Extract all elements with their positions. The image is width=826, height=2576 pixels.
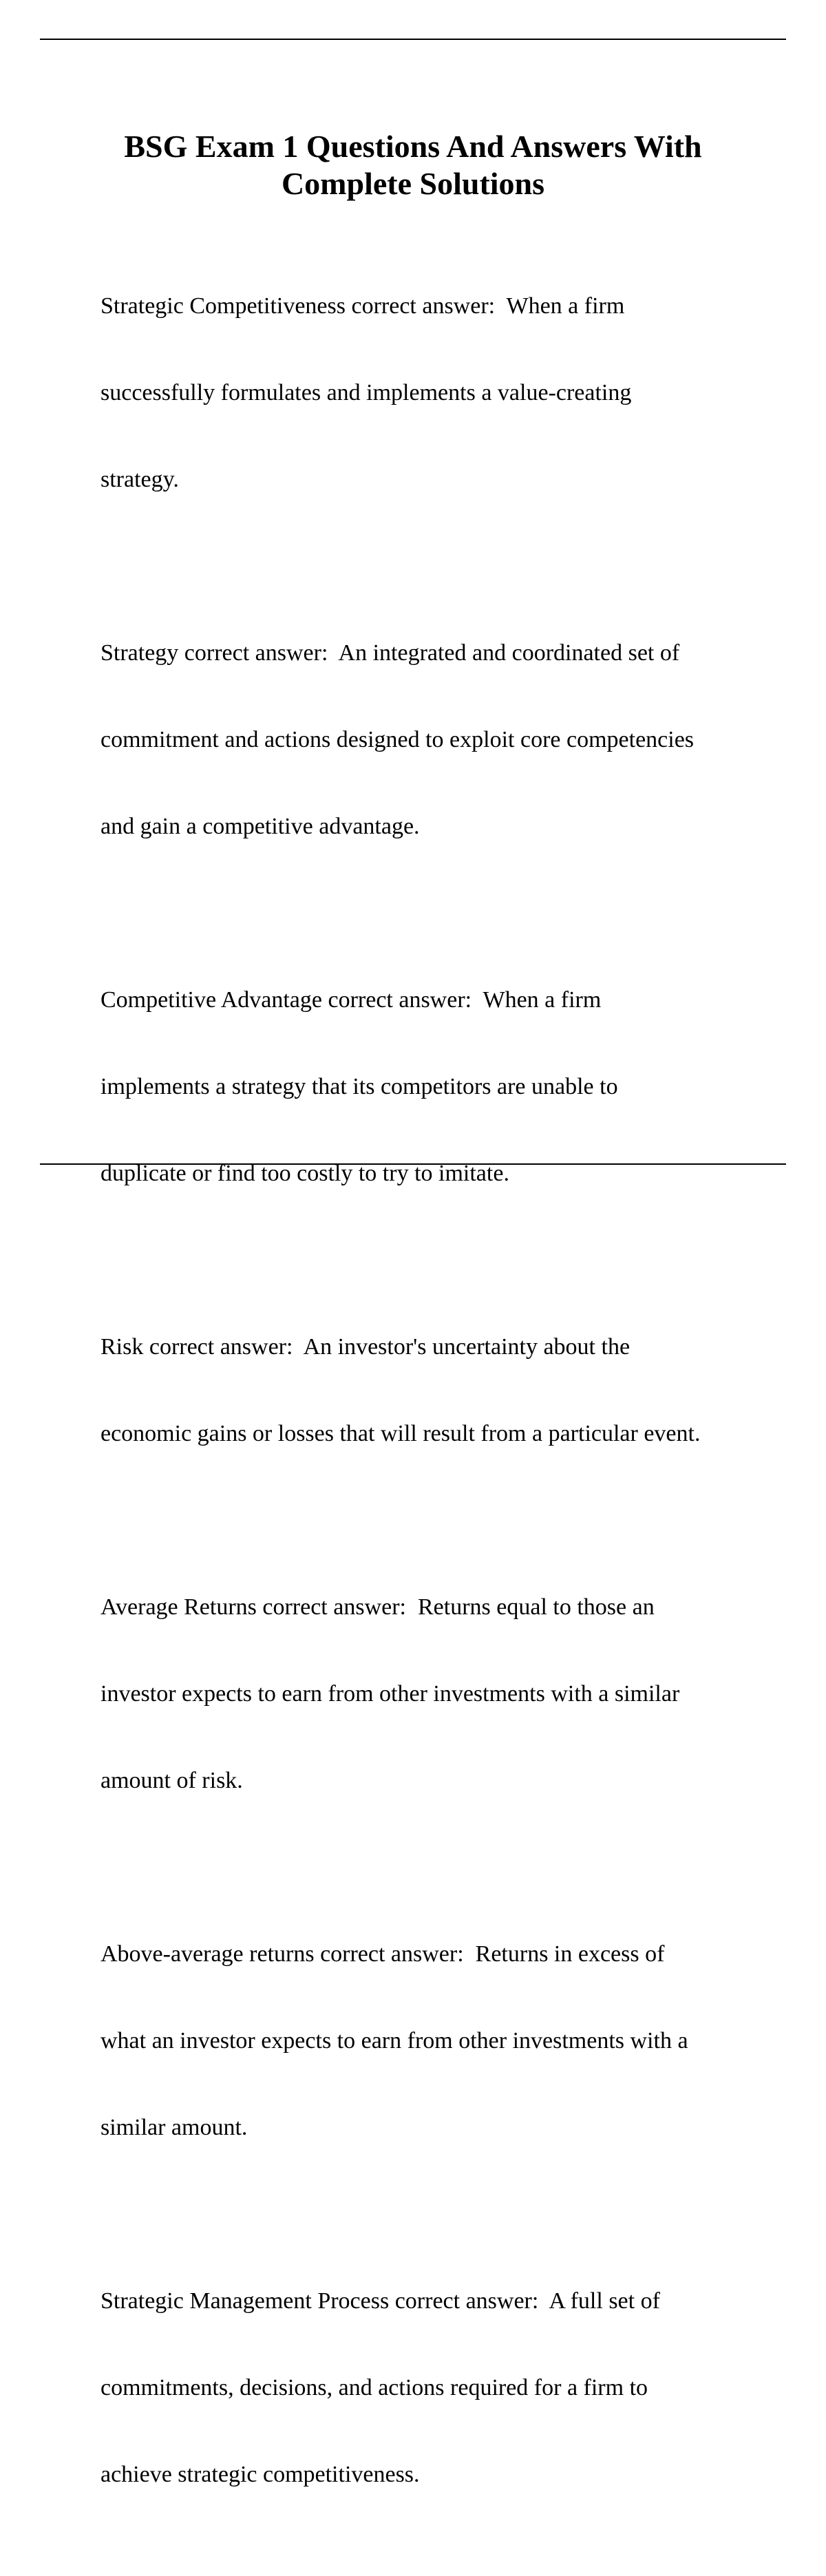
entry-line: Average Returns correct answer: Returns equal to those an (100, 1594, 655, 1620)
qa-entry (100, 928, 789, 1246)
entry-line: Strategic Competitiveness correct answer: When a firm (100, 293, 625, 319)
entry-line: amount of risk. (100, 1768, 243, 1793)
entry-line: investor expects to earn from other investments with a similar (100, 1681, 680, 1707)
qa-list (100, 234, 789, 2576)
qa-entry (100, 581, 789, 899)
entry-line: economic gains or losses that will result from a particular event. (100, 1421, 701, 1446)
top-divider (40, 39, 786, 40)
entry-line: achieve strategic competitiveness. (100, 2462, 420, 2487)
document-title (69, 128, 757, 202)
entry-line: Competitive Advantage correct answer: When a firm (100, 987, 602, 1013)
qa-entry (100, 234, 789, 552)
qa-entry (100, 1535, 789, 1853)
entry-line: successfully formulates and implements a value-creating (100, 380, 632, 405)
entry-line: what an investor expects to earn from other investments with a (100, 2028, 688, 2054)
entry-line: Risk correct answer: An investor's uncertainty about the (100, 1334, 631, 1360)
qa-entry (100, 1275, 789, 1506)
entry-line: commitment and actions designed to exploit core competencies (100, 727, 695, 752)
bottom-divider (40, 1163, 786, 1165)
entry-line: Above-average returns correct answer: Returns in excess of (100, 1941, 665, 1967)
entry-line: commitments, decisions, and actions required for a firm to (100, 2375, 648, 2400)
entry-line: strategy. (100, 467, 179, 492)
title-line: BSG Exam 1 Questions And Answers With (124, 129, 702, 164)
title-line: Complete Solutions (281, 166, 545, 201)
entry-line: implements a strategy that its competitors are unable to (100, 1074, 618, 1099)
entry-line: and gain a competitive advantage. (100, 814, 420, 839)
entry-line: Strategy correct answer: An integrated and coordinated set of (100, 640, 680, 666)
entry-line: similar amount. (100, 2115, 248, 2140)
entry-line: Strategic Management Process correct answer: A full set of (100, 2288, 660, 2314)
qa-entry (100, 1882, 789, 2200)
qa-entry (100, 2229, 789, 2547)
entry-line: duplicate or find too costly to try to imitate. (100, 1161, 509, 1186)
